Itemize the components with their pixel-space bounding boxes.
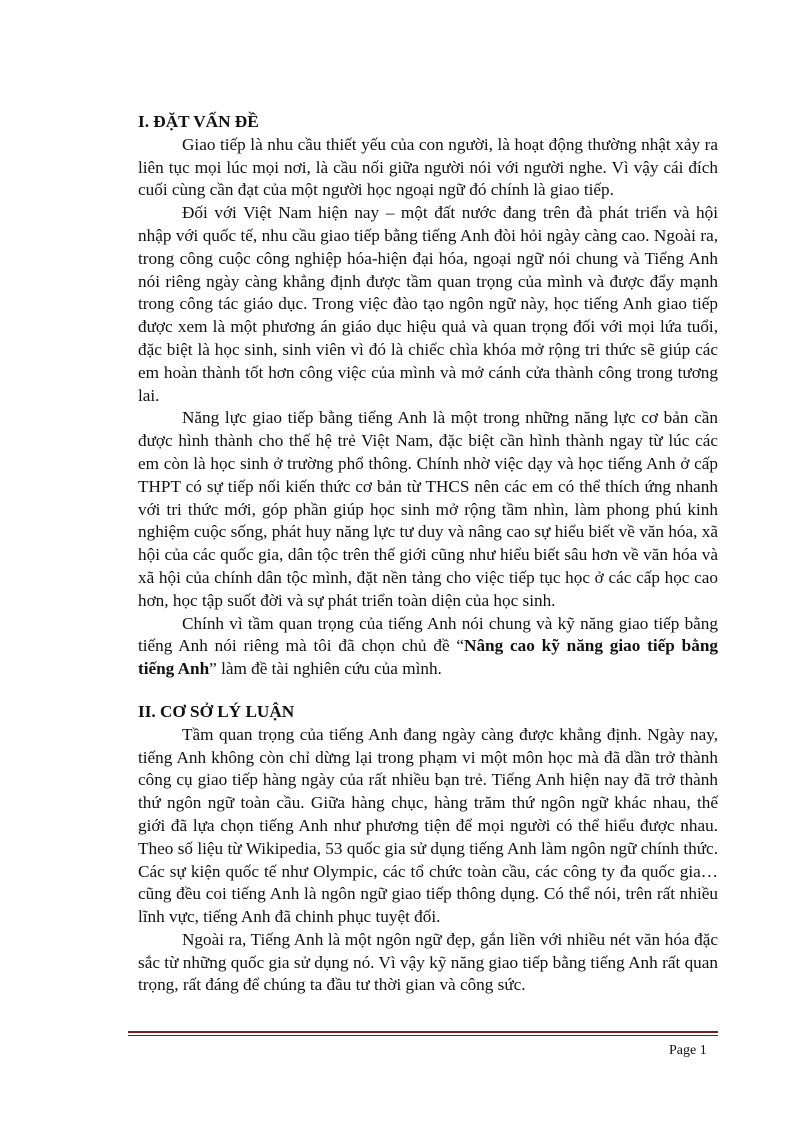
section-heading-dat-van-de: I. ĐẶT VẤN ĐỀ xyxy=(138,112,259,131)
page-number: Page 1 xyxy=(669,1043,707,1058)
footer-divider-thick xyxy=(128,1031,718,1033)
paragraph xyxy=(138,613,718,681)
paragraph: Ngoài ra, Tiếng Anh là một ngôn ngữ đẹp, gắn liền với nhiều nét văn hóa đặc sắc từ những quốc gia sử dụng nó. Vì vậy kỹ năng giao tiếp bằng tiếng Anh rất quan trọng, rất đáng để chúng ta đầu tư thời gian và công sức. xyxy=(138,929,718,995)
document-body xyxy=(138,111,718,997)
paragraph-text: Chính vì tầm quan trọng của tiếng Anh nói chung và kỹ năng giao tiếp bằng tiếng Anh nói riêng mà tôi đã chọn chủ đề “ xyxy=(138,613,718,656)
paragraph: Tầm quan trọng của tiếng Anh đang ngày càng được khẳng định. Ngày nay, tiếng Anh không còn chỉ dừng lại trong phạm vi một môn học mà đã dần trở thành công cụ giao tiếp hàng ngày của rất nhiều bạn trẻ. Tiếng Anh hiện nay đã trở thành thứ ngôn ngữ toàn cầu. Giữa hàng chục, hàng trăm thứ ngôn ngữ khác nhau, thế giới đã lựa chọn tiếng Anh như phương tiện để mọi người có thể hiểu được nhau. Theo số liệu từ Wikipedia, 53 quốc gia sử dụng tiếng Anh làm ngôn ngữ chính thức. Các sự kiện quốc tế như Olympic, các tổ chức toàn cầu, các công ty đa quốc gia… cũng đều coi tiếng Anh là ngôn ngữ giao tiếp thông dụng. Có thể nói, trên rất nhiều lĩnh vực, tiếng Anh đã chinh phục tuyệt đối. xyxy=(138,724,718,927)
paragraph: Năng lực giao tiếp bằng tiếng Anh là một trong những năng lực cơ bản cần được hình thành cho thế hệ trẻ Việt Nam, đặc biệt cần hình thành ngay từ lúc các em còn là học sinh ở trường phổ thông. Chính nhờ việc dạy và học tiếng Anh ở cấp THPT có sự tiếp nối kiến thức cơ bản từ THCS nên các em có thể thích ứng nhanh với tri thức mới, góp phần giúp học sinh mở rộng tầm nhìn, làm phong phú kinh nghiệm cuộc sống, phát huy năng lực tư duy và nâng cao sự hiểu biết về văn hóa, xã hội của các quốc gia, dân tộc trên thế giới cũng như hiểu biết sâu hơn về văn hóa và xã hội của chính dân tộc mình, đặt nền tảng cho việc tiếp tục học ở các cấp học cao hơn, học tập suốt đời và sự phát triển toàn diện của học sinh. xyxy=(138,408,718,610)
footer-divider-thin xyxy=(128,1035,718,1036)
section-heading-co-so-ly-luan: II. CƠ SỞ LÝ LUẬN xyxy=(138,701,295,721)
paragraph-text: ” làm đề tài nghiên cứu của mình. xyxy=(209,659,442,679)
topic-title-bold: Nâng cao kỹ năng giao tiếp bằng tiếng Anh xyxy=(138,636,718,679)
paragraph: Đối với Việt Nam hiện nay – một đất nước đang trên đà phát triển và hội nhập với quốc tế, nhu cầu giao tiếp bằng tiếng Anh đòi hỏi ngày càng cao. Ngoài ra, trong công cuộc công nghiệp hóa-hiện đại hóa, ngoại ngữ nói chung và Tiếng Anh nói riêng ngày càng khẳng định được tầm quan trọng của mình và được đẩy mạnh trong công tác giáo dục. Trong việc đào tạo ngôn ngữ này, học tiếng Anh giao tiếp được xem là một phương án giáo dục hiệu quả và quan trọng đối với mọi lứa tuổi, đặc biệt là học sinh, sinh viên vì đó là chiếc chìa khóa mở rộng tri thức sẽ giúp các em hoàn thành tốt hơn công việc của mình và mở cánh cửa thành công trong tương lai. xyxy=(138,203,718,405)
paragraph: Giao tiếp là nhu cầu thiết yếu của con người, là hoạt động thường nhật xảy ra liên tục mọi lúc mọi nơi, là cầu nối giữa người nói với người nghe. Vì vậy cái đích cuối cùng cần đạt của một người học ngoại ngữ đó chính là giao tiếp. xyxy=(138,134,718,200)
